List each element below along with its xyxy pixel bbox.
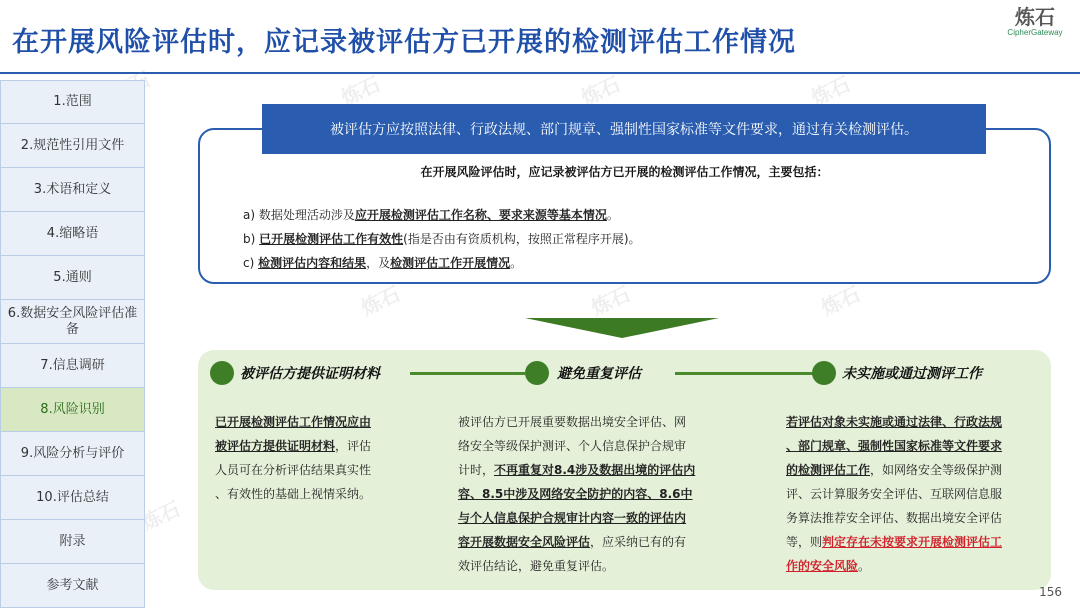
down-arrow-icon: [525, 318, 719, 338]
sidebar-item-label: 5.通则: [53, 269, 92, 285]
sidebar-item-risk-analysis[interactable]: [0, 432, 145, 476]
requirements-list: [243, 203, 641, 275]
connector-line: [410, 372, 525, 375]
sidebar-item-references[interactable]: [0, 564, 145, 608]
sidebar-item-summary[interactable]: [0, 476, 145, 520]
sidebar-item-label: 附录: [59, 533, 86, 549]
requirement-banner: 被评估方应按照法律、行政法规、部门规章、强制性国家标准等文件要求，通过有关检测评估。: [262, 104, 986, 154]
logo-subtitle: CipherGateway: [1007, 28, 1063, 37]
step-dot-icon: [812, 361, 836, 385]
logo-name: 炼石: [1015, 5, 1055, 29]
step-dot-icon: [210, 361, 234, 385]
page-title: 在开展风险评估时，应记录被评估方已开展的检测评估工作情况: [12, 27, 796, 58]
watermark: 炼石: [337, 71, 384, 111]
list-item: a) 数据处理活动涉及应开展检测评估工作名称、要求来源等基本情况。: [243, 208, 619, 222]
sidebar-item-appendix[interactable]: [0, 520, 145, 564]
step-label-not-implemented: 未实施或通过测评工作: [842, 366, 982, 382]
column-evidence: 已开展检测评估工作情况应由 被评估方提供证明材料，评估 人员可在分析评估结果真实性 、有效性的基础上视情采纳。: [215, 415, 372, 501]
sidebar-item-terms[interactable]: [0, 168, 145, 212]
watermark: 炼石: [587, 281, 634, 321]
sidebar-item-label: 7.信息调研: [40, 357, 105, 373]
sidebar-item-label: 2.规范性引用文件: [20, 137, 125, 153]
column-not-implemented: 若评估对象未实施或通过法律、行政法规 、部门规章、强制性国家标准等文件要求 的检测评估工作，如网络安全等级保护测 评、云计算服务安全评估、互联网信息服 务算法推荐安全评估、数据出境安全评估 等，则判定存在未按要求开展检测评估工 作的安全风险。: [786, 415, 1003, 573]
list-item: c) 检测评估内容和结果，及检测评估工作开展情况。: [243, 256, 523, 270]
sidebar-item-label: 参考文献: [46, 577, 99, 593]
sidebar-item-preparation[interactable]: [0, 300, 145, 344]
page-number: 156: [1039, 585, 1062, 599]
sidebar-item-label: 3.术语和定义: [33, 181, 112, 197]
sidebar-item-label: 1.范围: [53, 94, 92, 109]
sidebar-item-label: 4.缩略语: [46, 225, 99, 241]
column-avoid-duplicate: 被评估方已开展重要数据出境安全评估、网 络安全等级保护测评、个人信息保护合规审 计时，不再重复对8.4涉及数据出境的评估内 容、8.5中涉及网络安全防护的内容、8.6中 与个人信息保护合规审计内容一致的评估内 容开展数据安全风险评估，应采纳已有的有 效评估结论，避免重复评估。: [458, 415, 696, 573]
sidebar-nav: [0, 80, 145, 608]
step-label-avoid-duplicate: 避免重复评估: [557, 366, 641, 382]
sidebar-item-normative-references[interactable]: [0, 124, 145, 168]
title-divider: [0, 72, 1080, 74]
watermark: 炼石: [807, 71, 854, 111]
watermark: 炼石: [817, 281, 864, 321]
watermark: 炼石: [577, 71, 624, 111]
step-dot-icon: [525, 361, 549, 385]
sidebar-item-abbreviations[interactable]: [0, 212, 145, 256]
sidebar-item-investigation[interactable]: [0, 344, 145, 388]
company-logo: [1000, 6, 1070, 37]
sidebar-item-scope[interactable]: [0, 80, 145, 124]
watermark: 炼石: [357, 281, 404, 321]
list-item: b) 已开展检测评估工作有效性(指是否由有资质机构，按照正常程序开展)。: [243, 232, 641, 246]
watermark: 炼石: [137, 496, 184, 536]
sidebar-item-label: 10.评估总结: [36, 489, 109, 505]
sidebar-item-label: 9.风险分析与评价: [20, 445, 125, 461]
requirements-subheading: 在开展风险评估时，应记录被评估方已开展的检测评估工作情况，主要包括：: [420, 165, 829, 179]
sidebar-item-risk-identification[interactable]: [0, 388, 145, 432]
sidebar-item-label: 6.数据安全风险评估准备: [7, 305, 138, 337]
step-label-evidence: 被评估方提供证明材料: [240, 366, 380, 382]
connector-line: [675, 372, 813, 375]
sidebar-item-label: 8.风险识别: [40, 401, 105, 417]
sidebar-item-general[interactable]: [0, 256, 145, 300]
